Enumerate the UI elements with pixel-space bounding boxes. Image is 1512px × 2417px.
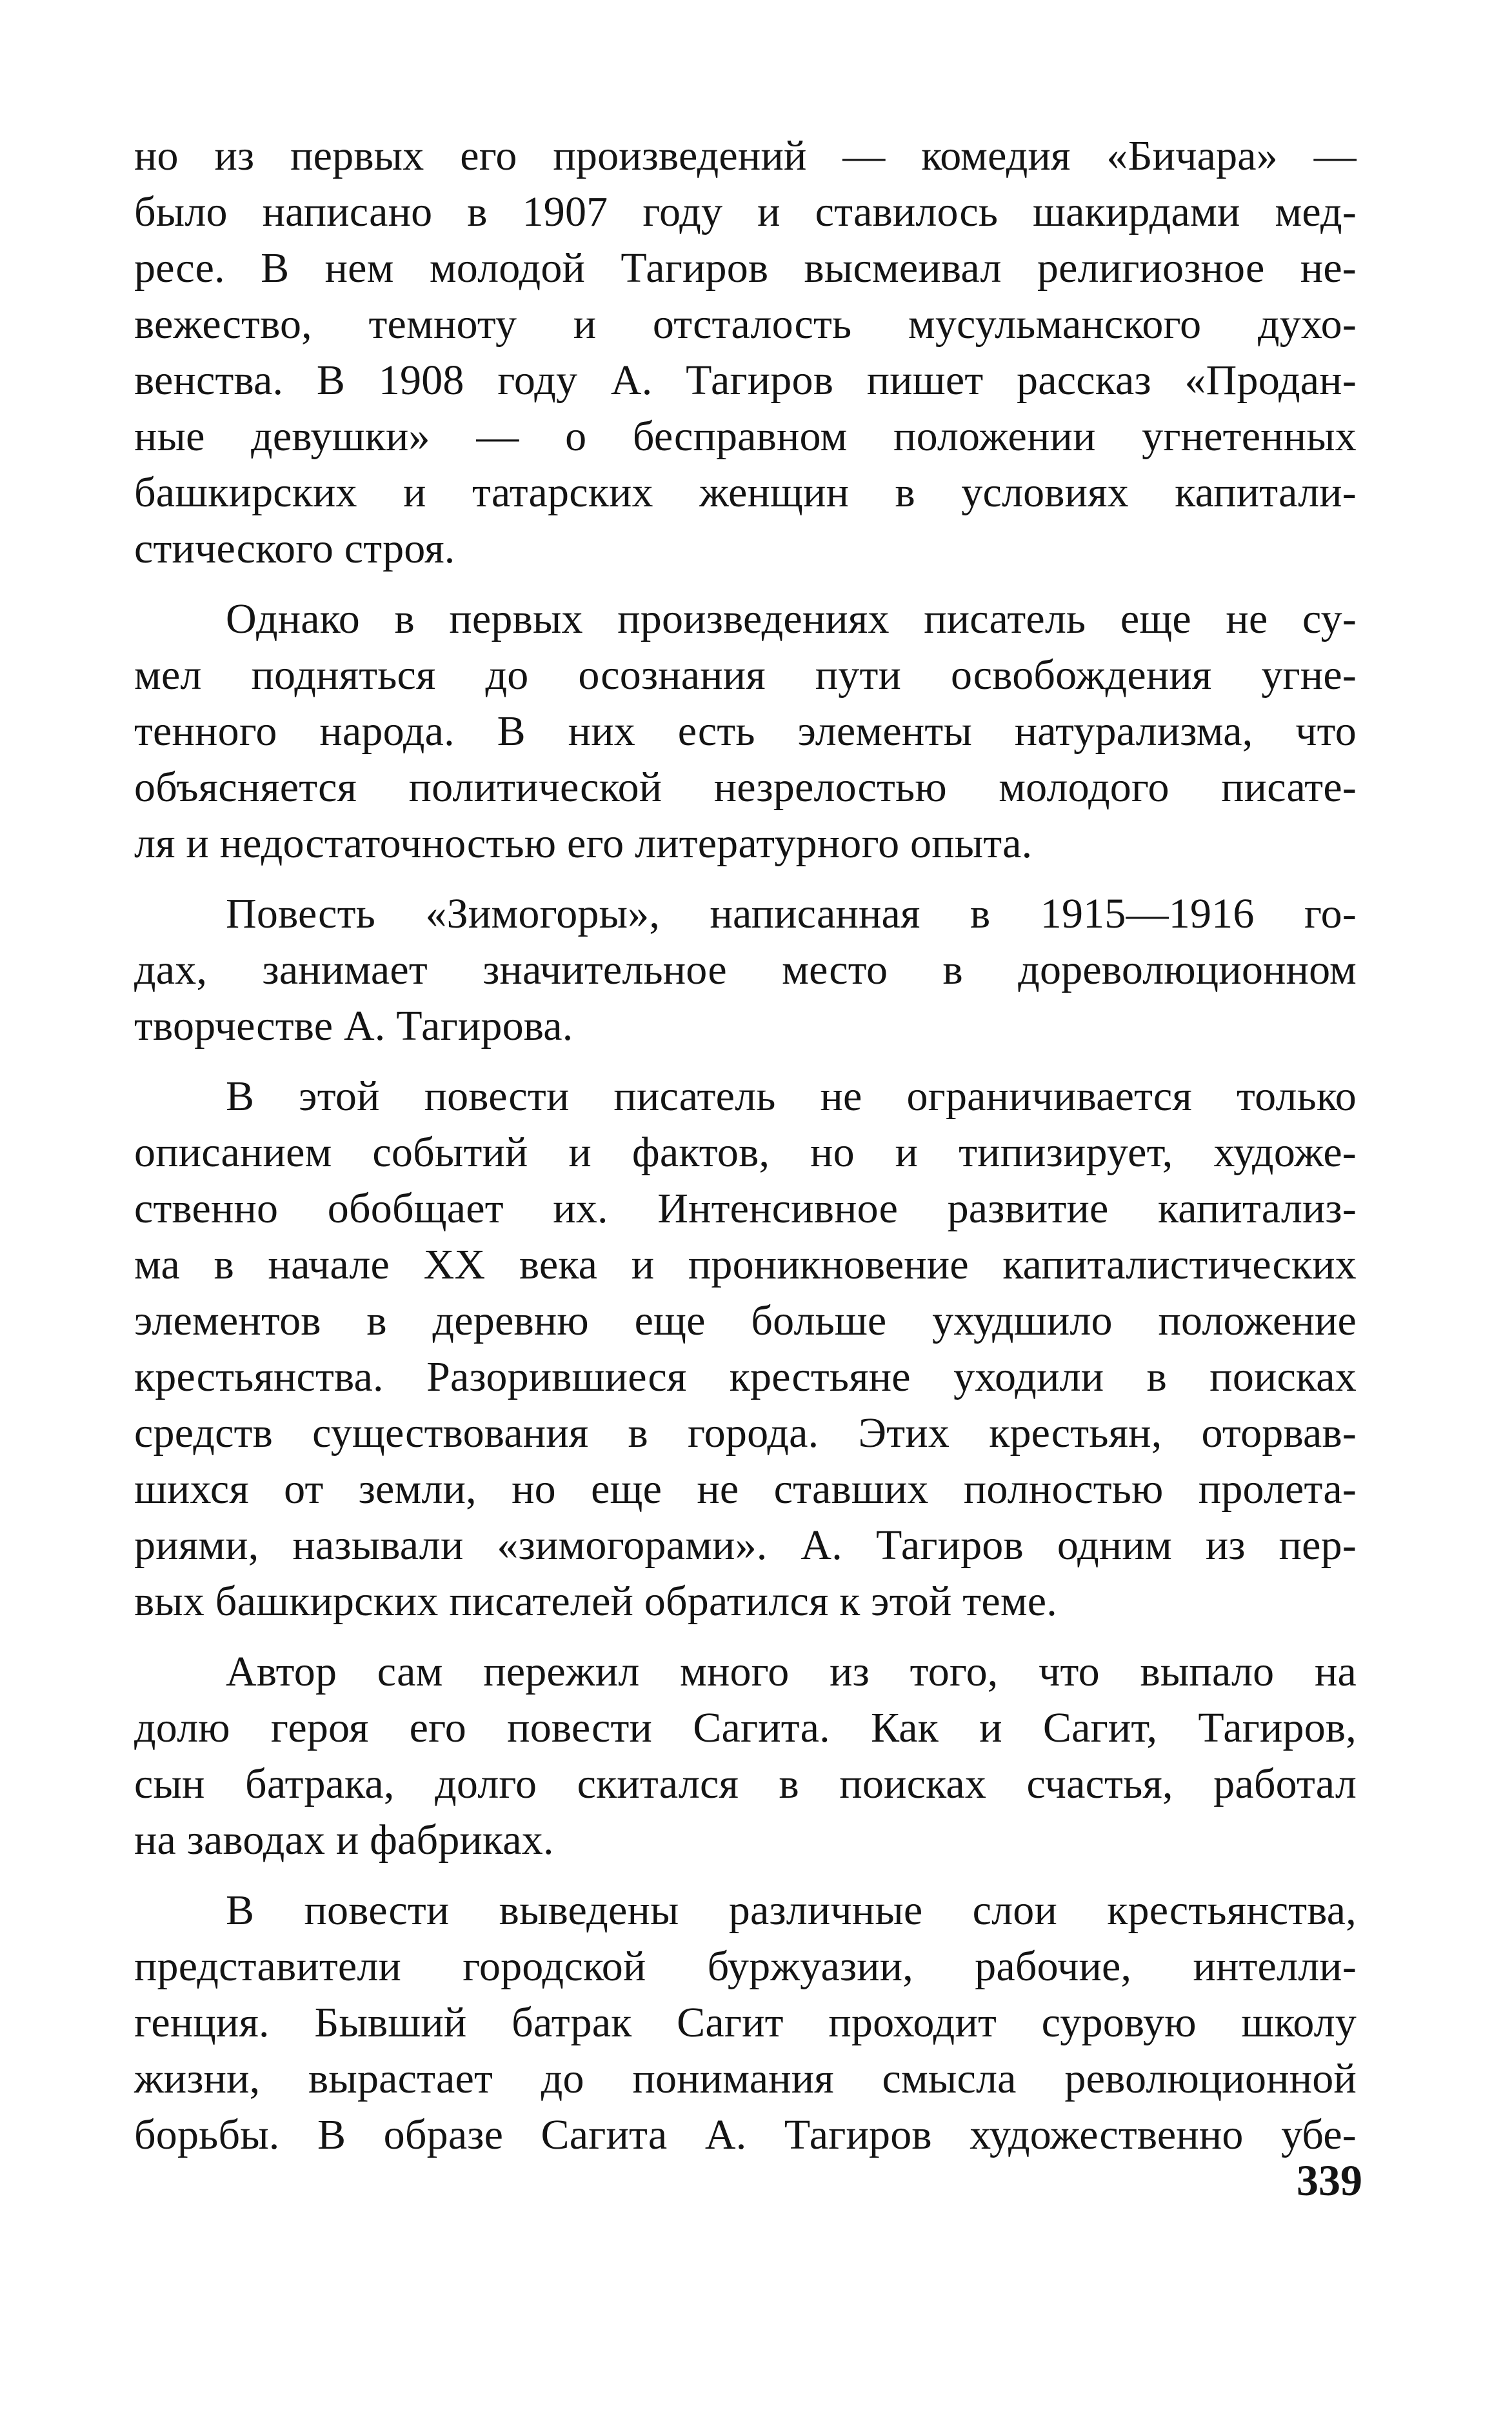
paragraph — [134, 1644, 1357, 1868]
text-line: долю героя его повести Сагита. Как и Сагит, Тагиров, — [134, 1704, 1357, 1751]
text-line: творчестве А. Тагирова. — [134, 1002, 573, 1049]
text-line: элементов в деревню еще больше ухудшило положение — [134, 1297, 1357, 1344]
text-line: крестьянства. Разорившиеся крестьяне уходили в поисках — [134, 1353, 1357, 1400]
text-line: шихся от земли, но еще не ставших полностью пролета- — [134, 1466, 1357, 1513]
text-line: Повесть «Зимогоры», написанная в 1915—1916 го- — [226, 890, 1357, 937]
text-line: дах, занимает значительное место в дореволюционном — [134, 946, 1357, 993]
text-line: ма в начале XX века и проникновение капиталистических — [134, 1241, 1357, 1288]
text-line: Однако в первых произведениях писатель еще не су- — [226, 595, 1357, 642]
body-text — [134, 128, 1357, 2163]
text-line: риями, называли «зимогорами». А. Тагиров одним из пер- — [134, 1522, 1357, 1569]
text-line: генция. Бывший батрак Сагит проходит суровую школу — [134, 1999, 1357, 2046]
text-line: сын батрака, долго скитался в поисках счастья, работал — [134, 1760, 1357, 1807]
text-line: но из первых его произведений — комедия «Бичара» — — [134, 132, 1357, 179]
text-line: тенного народа. В них есть элементы натурализма, что — [134, 708, 1357, 755]
text-line: вых башкирских писателей обратился к этой теме. — [134, 1578, 1057, 1625]
text-line: В этой повести писатель не ограничивается только — [226, 1073, 1357, 1120]
text-line: борьбы. В образе Сагита А. Тагиров художественно убе- — [134, 2111, 1357, 2158]
paragraph — [134, 886, 1357, 1054]
text-line: ля и недостаточностью его литературного опыта. — [134, 820, 1033, 867]
text-line: жизни, вырастает до понимания смысла революционной — [134, 2055, 1357, 2102]
text-line: ственно обобщает их. Интенсивное развитие капитализ- — [134, 1185, 1357, 1232]
paragraph — [134, 1068, 1357, 1629]
text-line: вежество, темноту и отсталость мусульманского духо- — [134, 301, 1357, 348]
text-line: стического строя. — [134, 525, 455, 572]
text-line: было написано в 1907 году и ставилось шакирдами мед- — [134, 188, 1357, 235]
text-line: ные девушки» — о бесправном положении угнетенных — [134, 413, 1357, 460]
paragraph — [134, 128, 1357, 577]
page-number: 339 — [1297, 2156, 1362, 2205]
text-line: представители городской буржуазии, рабочие, интелли- — [134, 1943, 1357, 1990]
text-line: на заводах и фабриках. — [134, 1816, 554, 1864]
text-line: мел подняться до осознания пути освобождения угне- — [134, 651, 1357, 699]
text-line: Автор сам пережил много из того, что выпало на — [226, 1648, 1357, 1695]
text-line: башкирских и татарских женщин в условиях капитали- — [134, 469, 1357, 516]
text-line: венства. В 1908 году А. Тагиров пишет рассказ «Продан- — [134, 357, 1357, 404]
text-line: объясняется политической незрелостью молодого писате- — [134, 764, 1357, 811]
text-line: В повести выведены различные слои крестьянства, — [226, 1887, 1357, 1934]
text-line: средств существования в города. Этих крестьян, оторвав- — [134, 1409, 1357, 1457]
text-line: описанием событий и фактов, но и типизирует, художе- — [134, 1129, 1357, 1176]
paragraph — [134, 1882, 1357, 2163]
text-line: ресе. В нем молодой Тагиров высмеивал религиозное не- — [134, 244, 1357, 292]
paragraph — [134, 591, 1357, 871]
